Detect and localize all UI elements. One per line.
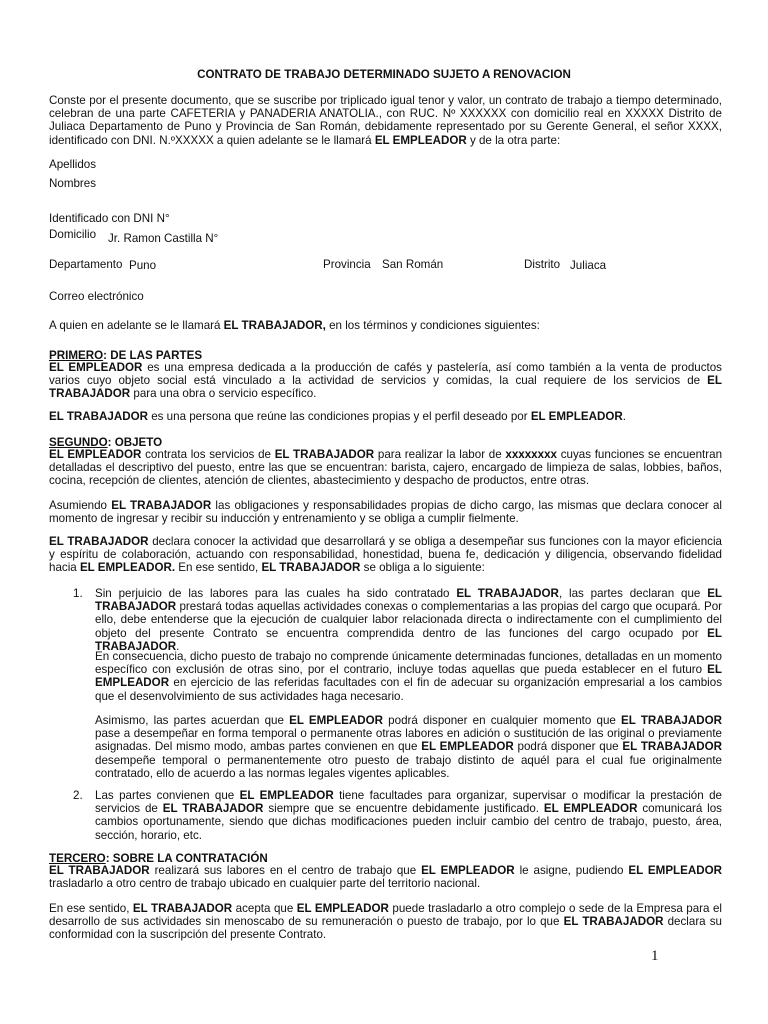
primero-paragraph-2: EL TRABAJADOR es una persona que reúne las condiciones propias y el perfil deseado por EL EMPLEADOR. [49, 410, 626, 423]
list-number-1: 1. [73, 587, 83, 600]
distrito-label: Distrito [524, 258, 561, 271]
list-item-2: Las partes convienen que EL EMPLEADOR tiene facultades para organizar, supervisar o modificar la prestación de servicios de EL TRABAJADOR siempre que se encuentre debidamente justificado. EL EMPLEADOR comunicará los cambios oportunamente, siendo que dichas modificaciones pueden incluir cambio del centro de trabajo, puesto, área, sección, horario, etc. [95, 789, 722, 842]
primero-paragraph-1: EL EMPLEADOR es una empresa dedicada a la producción de cafés y pastelería, así como también a la venta de productos varios cuyo objeto social está vinculado a la actividad de servicios y comidas, la cual requiere de los servicios de EL TRABAJADOR para una obra o servicio específico. [49, 361, 722, 401]
provincia-label: Provincia [323, 258, 371, 271]
list-number-2: 2. [73, 789, 83, 802]
provincia-value: San Román [382, 258, 444, 271]
segundo-paragraph-3: EL TRABAJADOR declara conocer la actividad que desarrollará y se obliga a desempeñar sus funciones con la mayor eficiencia y espíritu de colaboración, actuando con responsabilidad, honestidad, buena fe, dedicación y diligencia, observando fidelidad hacia EL EMPLEADOR. En ese sentido, EL TRABAJADOR se obliga a lo siguiente: [49, 535, 722, 575]
section-tercero-heading: TERCERO: SOBRE LA CONTRATACIÓN [49, 852, 268, 865]
section-primero-heading: PRIMERO: DE LAS PARTES [49, 349, 203, 362]
document-title: CONTRATO DE TRABAJO DETERMINADO SUJETO A RENOVACION [197, 68, 571, 81]
departamento-label: Departamento [49, 258, 123, 271]
segundo-paragraph-1: EL EMPLEADOR contrata los servicios de EL TRABAJADOR para realizar la labor de xxxxxxxx cuyas funciones se encuentran detalladas el descriptivo del puesto, entre las que se encuentran: barista, cajero, encargado de limpieza de salas, lobbies, baños, cocina, recepción de clientes, atención de clientes, abastecimiento y despacho de productos, entre otras. [49, 448, 723, 488]
distrito-value: Juliaca [570, 259, 607, 272]
section-segundo-heading: SEGUNDO: OBJETO [49, 436, 163, 449]
domicilio-label: Domicilio [49, 228, 97, 241]
correo-label: Correo electrónico [49, 290, 144, 303]
dni-label: Identificado con DNI N° [49, 212, 170, 225]
domicilio-value: Jr. Ramon Castilla N° [108, 232, 219, 245]
apellidos-label: Apellidos [49, 158, 97, 171]
tercero-paragraph-1: EL TRABAJADOR realizará sus labores en el centro de trabajo que EL EMPLEADOR le asigne, pudiendo EL EMPLEADOR trasladarlo a otro centro de trabajo ubicado en cualquier parte del territorio nacional. [49, 864, 723, 891]
list-item-1-para-2: En consecuencia, dicho puesto de trabajo no comprende únicamente determinadas funciones, detalladas en un momento específico con exclusión de otras sino, por el contrario, incluye todas aquellas que pueda establecer en el futuro EL EMPLEADOR en ejercicio de las referidas facultades con el fin de adecuar su organización empresarial a los cambios que el desenvolvimiento de sus actividades haga necesario. [95, 650, 722, 703]
nombres-label: Nombres [49, 177, 97, 190]
departamento-value: Puno [129, 259, 157, 272]
list-item-1-para-3: Asimismo, las partes acuerdan que EL EMPLEADOR podrá disponer en cualquier momento que EL TRABAJADOR pase a desempeñar en forma temporal o permanente otras labores en adición o sustitución de las original o previamente asignadas. Del mismo modo, ambas partes convienen en que EL EMPLEADOR podrá disponer que EL TRABAJADOR desempeñe temporal o permanentemente otro puesto de trabajo distinto de aquél para el cual fue originalmente contratado, ello de acuerdo a las normas legales vigentes aplicables. [95, 714, 722, 780]
list-item-1-para-1: Sin perjuicio de las labores para las cuales ha sido contratado EL TRABAJADOR, las partes declaran que EL TRABAJADOR prestará todas aquellas actividades conexas o complementarias a las propias del cargo que ocupará. Por ello, debe entenderse que la ejecución de cualquier labor relacionada directa o indirectamente con el cumplimiento del objeto del presente Contrato se encuentra comprendida dentro de las funciones del cargo ocupado por EL TRABAJADOR. [95, 587, 723, 653]
tercero-paragraph-2: En ese sentido, EL TRABAJADOR acepta que EL EMPLEADOR puede trasladarlo a otro complejo o sede de la Empresa para el desarrollo de sus actividades sin menoscabo de su remuneración o puesto de trabajo, por lo que EL TRABAJADOR declara su conformidad con la suscripción del presente Contrato. [49, 902, 723, 942]
intro-paragraph: Conste por el presente documento, que se suscribe por triplicado igual tenor y valor, un contrato de trabajo a tiempo determinado, celebran de una parte CAFETERIA y PANADERIA ANATOLIA., con RUC. Nº XXXXXX con domicilio real en XXXXX Distrito de Juliaca Departamento de Puno y Provincia de San Román, debidamente representado por su Gerente General, el señor XXXX, identificado con DNI. N.ºXXXXX a quien adelante se le llamará EL EMPLEADOR y de la otra parte: [49, 94, 722, 147]
trabajador-intro: A quien en adelante se le llamará EL TRABAJADOR, en los términos y condiciones siguientes: [49, 319, 540, 332]
segundo-paragraph-2: Asumiendo EL TRABAJADOR las obligaciones y responsabilidades propias de dicho cargo, las mismas que declara conocer al momento de ingresar y recibir su inducción y entrenamiento y se obliga a cumplir fielmente. [49, 499, 722, 526]
page-number: 1 [651, 948, 659, 964]
